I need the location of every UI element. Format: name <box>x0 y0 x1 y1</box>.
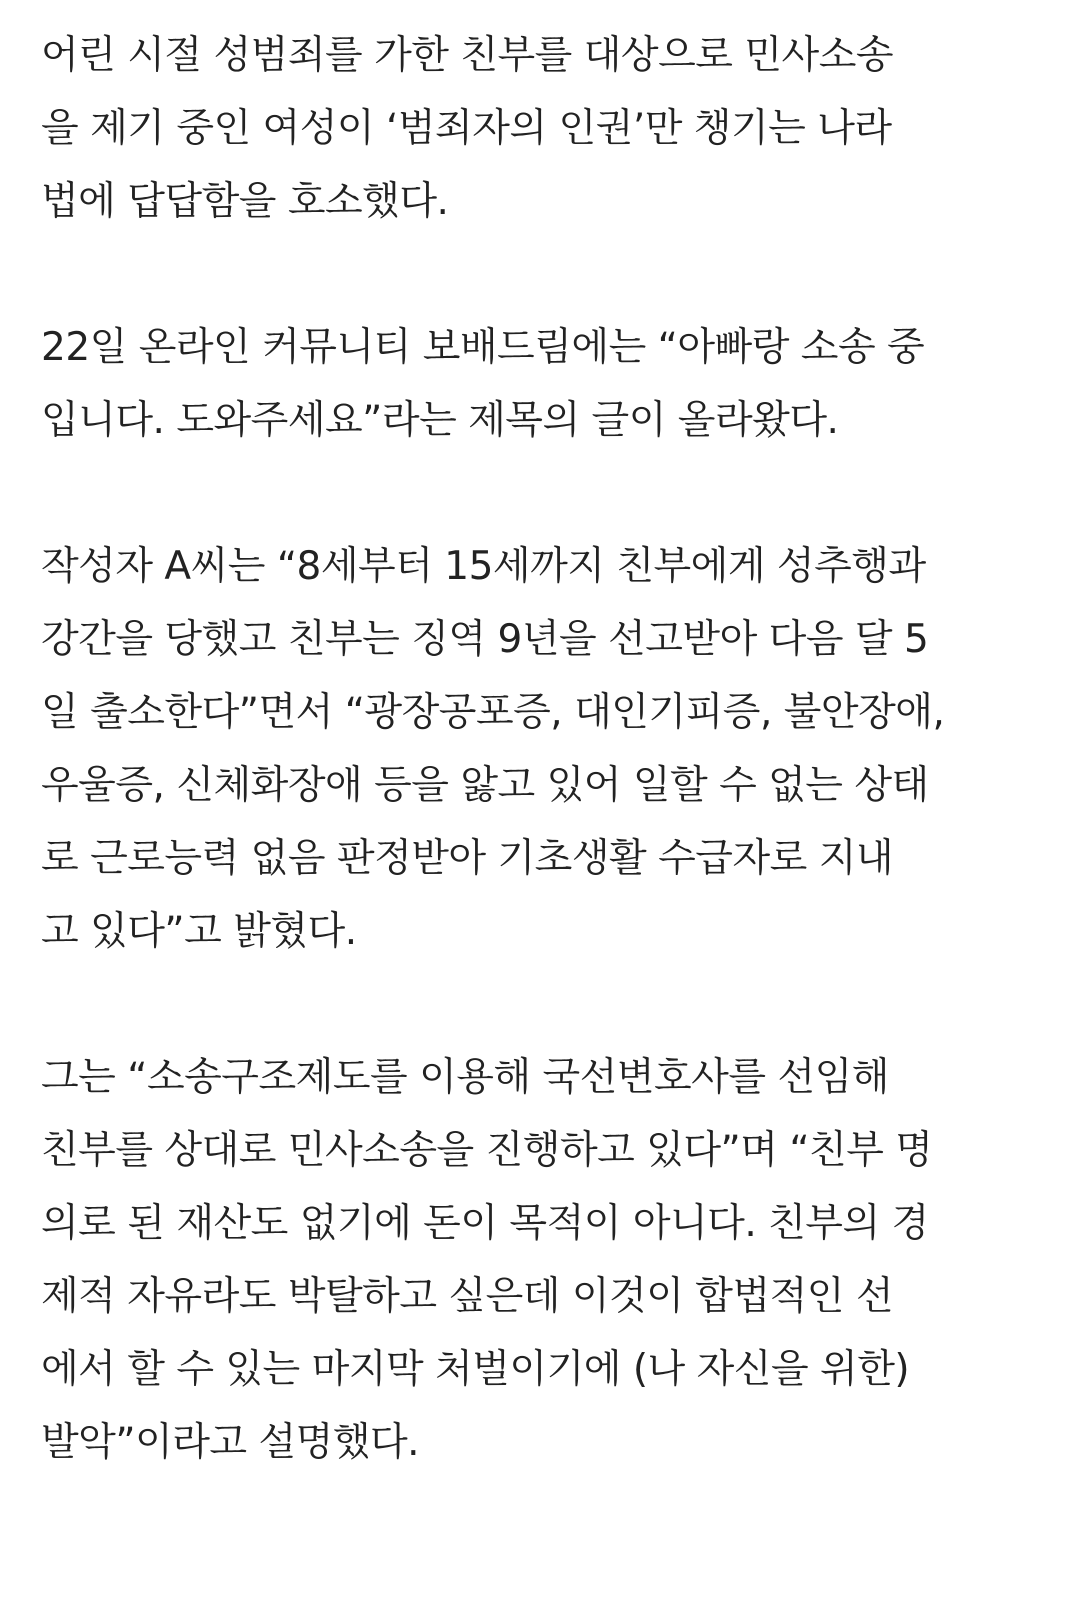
paragraph-line: 발악”이라고 설명했다. <box>41 1420 420 1465</box>
paragraph-1 <box>41 19 1051 238</box>
paragraph-line: 작성자 A씨는 “8세부터 15세까지 친부에게 성추행과 <box>41 544 926 589</box>
paragraph-line: 제적 자유라도 박탈하고 싶은데 이것이 합법적인 선 <box>41 1274 894 1319</box>
paragraph-3 <box>41 530 1051 968</box>
paragraph-line: 그는 “소송구조제도를 이용해 국선변호사를 선임해 <box>41 1055 889 1100</box>
paragraph-line: 을 제기 중인 여성이 ‘범죄자의 인권’만 챙기는 나라 <box>41 106 892 151</box>
paragraph-line: 친부를 상대로 민사소송을 진행하고 있다”며 “친부 명 <box>41 1128 933 1173</box>
paragraph-line: 우울증, 신체화장애 등을 앓고 있어 일할 수 없는 상태 <box>41 763 929 808</box>
paragraph-4 <box>41 1041 1051 1479</box>
paragraph-line: 22일 온라인 커뮤니티 보배드림에는 “아빠랑 소송 중 <box>41 325 925 370</box>
paragraph-line: 법에 답답함을 호소했다. <box>41 179 449 224</box>
paragraph-2 <box>41 311 1051 457</box>
paragraph-line: 의로 된 재산도 없기에 돈이 목적이 아니다. 친부의 경 <box>41 1201 929 1246</box>
paragraph-line: 에서 할 수 있는 마지막 처벌이기에 (나 자신을 위한) <box>41 1347 910 1392</box>
paragraph-line: 강간을 당했고 친부는 징역 9년을 선고받아 다음 달 5 <box>41 617 929 662</box>
paragraph-line: 입니다. 도와주세요”라는 제목의 글이 올라왔다. <box>41 398 839 443</box>
paragraph-line: 고 있다”고 밝혔다. <box>41 909 357 954</box>
article-body <box>41 19 1051 1552</box>
paragraph-line: 어린 시절 성범죄를 가한 친부를 대상으로 민사소송 <box>41 33 894 78</box>
paragraph-line: 일 출소한다”면서 “광장공포증, 대인기피증, 불안장애, <box>41 690 945 735</box>
paragraph-line: 로 근로능력 없음 판정받아 기초생활 수급자로 지내 <box>41 836 894 881</box>
